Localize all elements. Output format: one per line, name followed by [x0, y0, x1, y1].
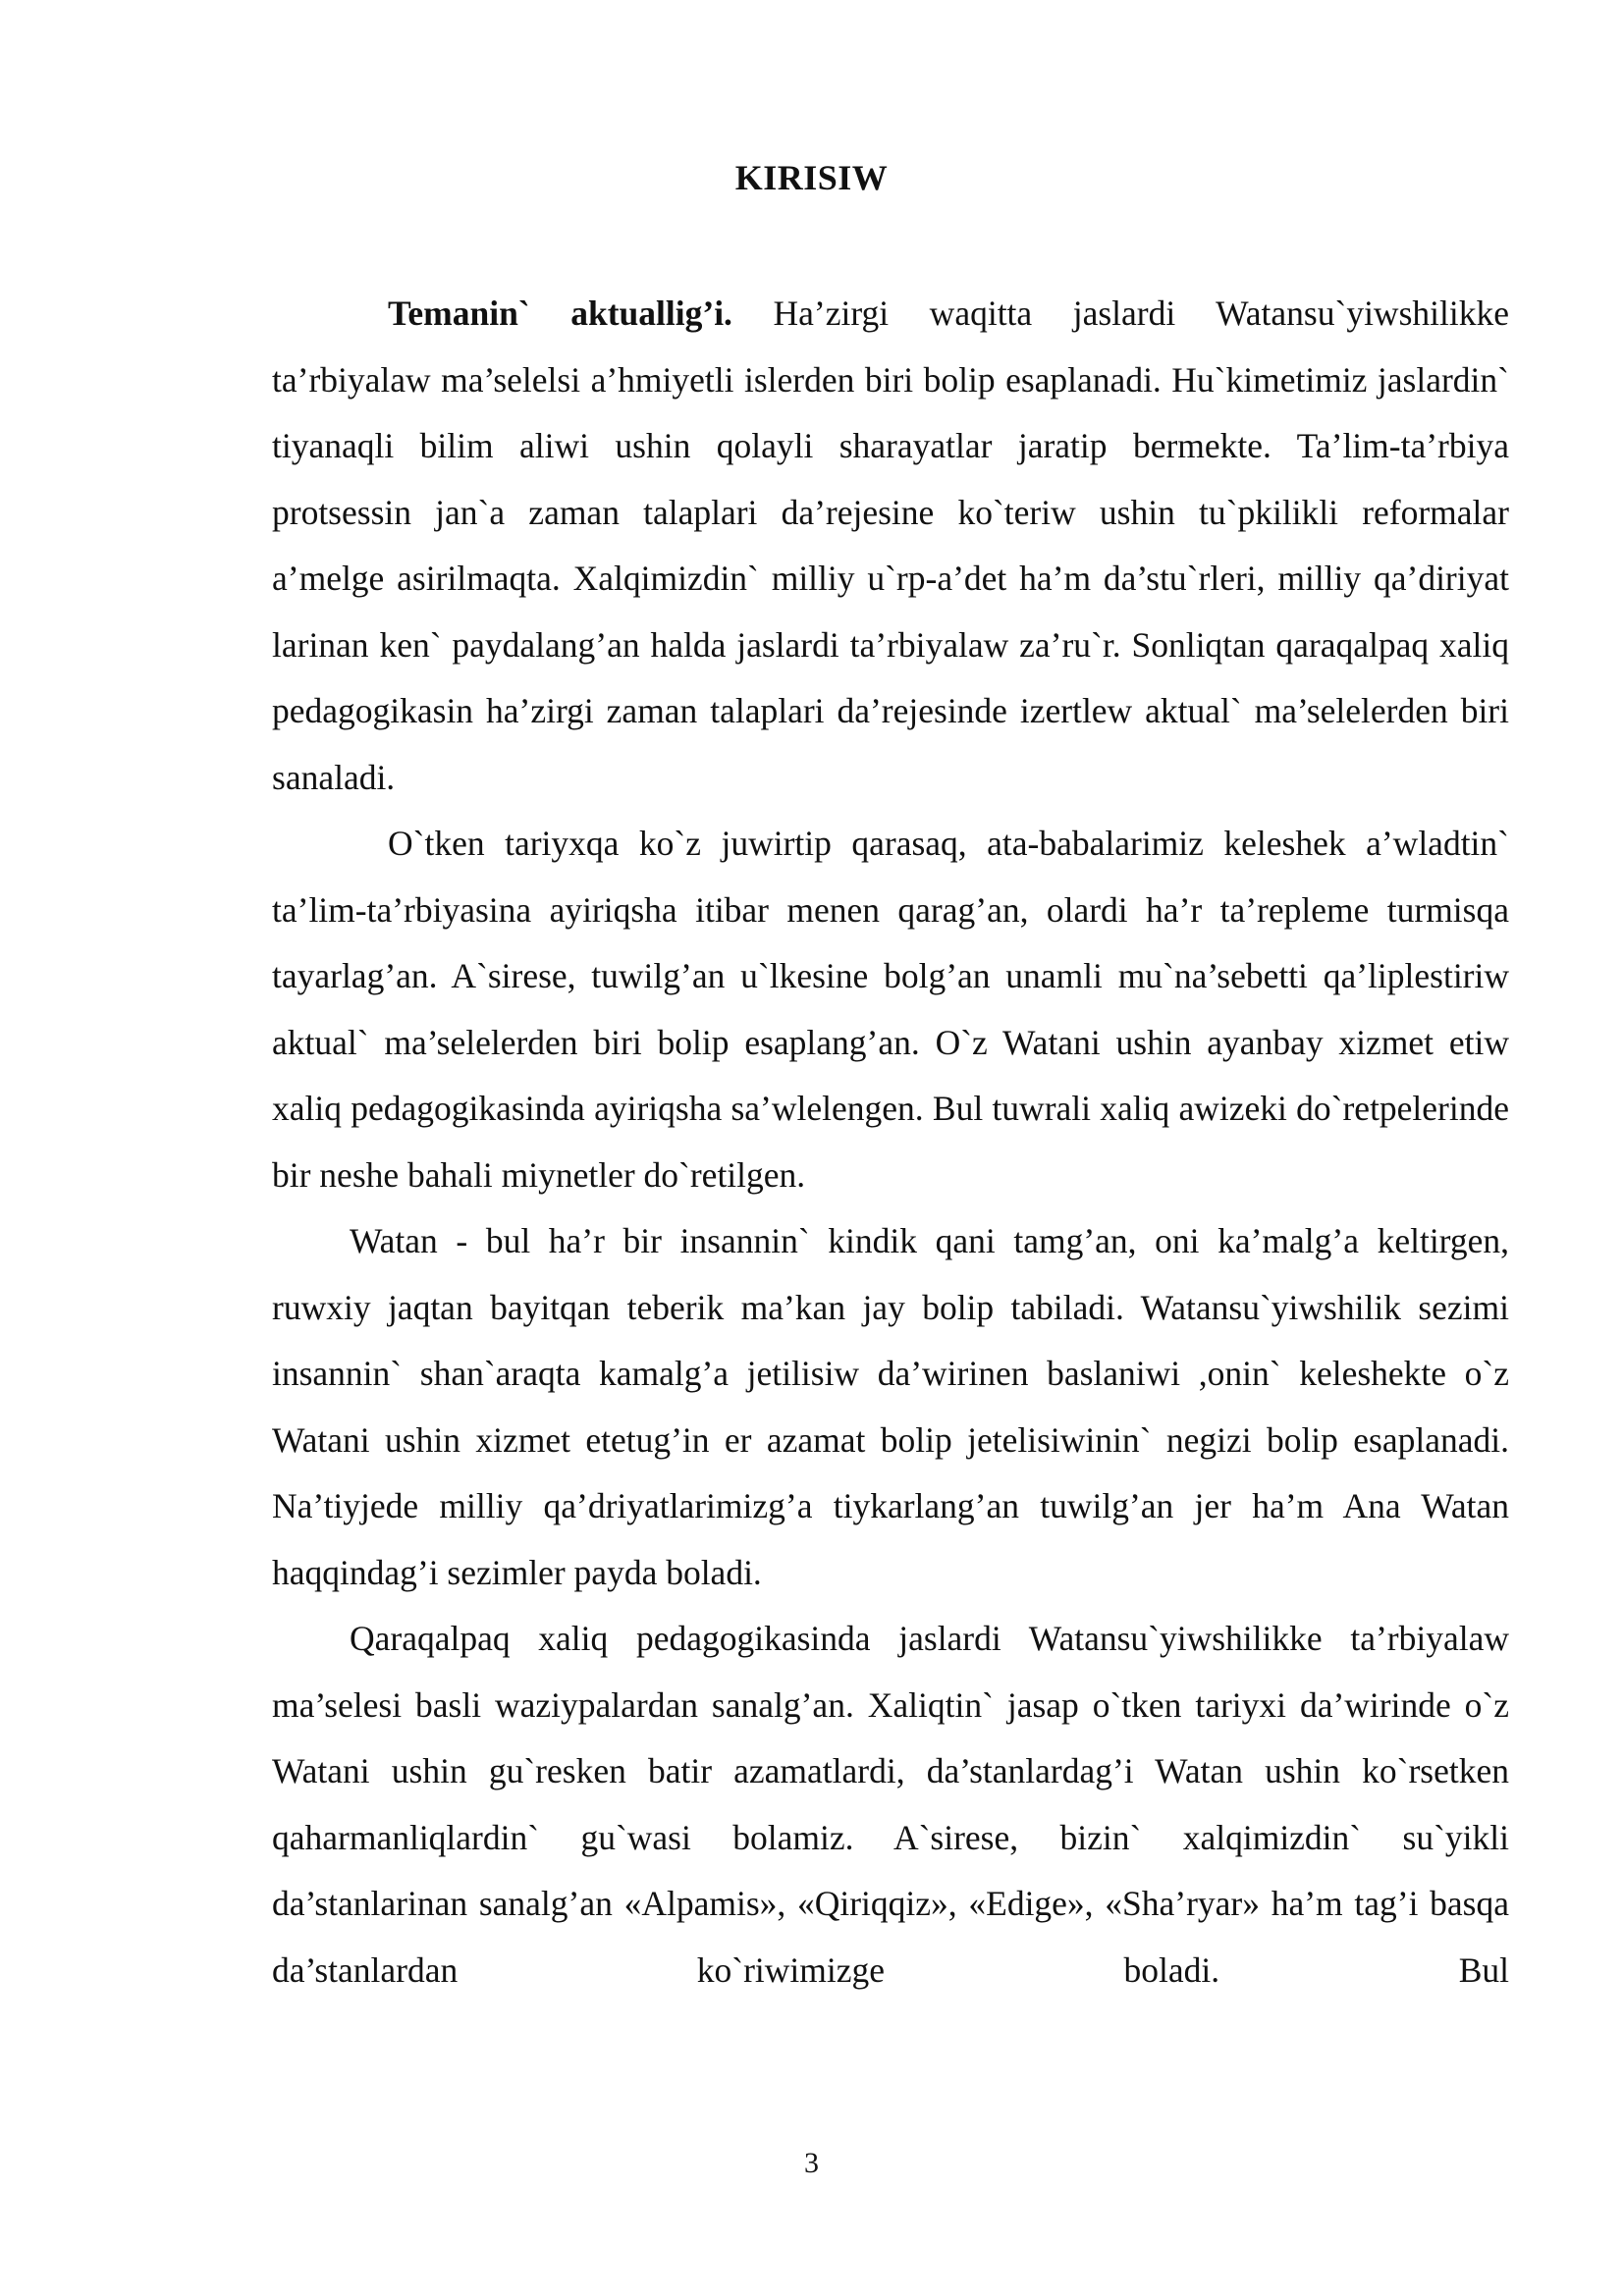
page-number: 3 [804, 2147, 819, 2179]
body-text [272, 281, 1509, 2003]
paragraph-text: Ha’zirgi waqitta jaslardi Watansu`yiwshilikke ta’rbiyalaw ma’selelsi a’hmiyetli islerden biri bolip esaplanadi. Hu`kimetimiz jaslardin` tiyanaqli bilim aliwi ushin qolayli sharayatlar jaratip bermekte. Ta’lim-ta’rbiya protsessin jan`a zaman talaplari da’rejesine ko`teriw ushin tu`pkilikli reformalar a’melge asirilmaqta. Xalqimizdin` milliy u`rp-a’det ha’m da’stu`rleri, milliy qa’diriyat larinan ken` paydalang’an halda jaslardi ta’rbiyalaw za’ru`r. Sonliqtan qaraqalpaq xaliq pedagogikasin ha’zirgi zaman talaplari da’rejesinde izertlew aktual` ma’selelerden biri sanaladi. [272, 294, 1509, 797]
paragraph-topic-relevance [272, 281, 1509, 811]
paragraph-text: Watan - bul ha’r bir insannin` kindik qani tamg’an, oni ka’malg’a keltirgen, ruwxiy jaqtan bayitqan teberik ma’kan jay bolip tabiladi. Watansu`yiwshilik sezimi insannin` shan`araqta kamalg’a jetilisiw da’wirinen baslaniwi ,onin` keleshekte o`z Watani ushin xizmet etetug’in er azamat bolip jetelisiwinin` negizi bolip esaplanadi. Na’tiyjede milliy qa’driyatlarimizg’a tiykarlang’an tuwilg’an jer ha’m Ana Watan haqqindag’i sezimler payda boladi. [272, 1221, 1509, 1592]
paragraph-history [272, 811, 1509, 1208]
paragraph-homeland [272, 1208, 1509, 1606]
page-title: KIRISIW [734, 158, 889, 197]
paragraph-text: O`tken tariyxqa ko`z juwirtip qarasaq, ata-babalarimiz keleshek a’wladtin` ta’lim-ta’rbiyasina ayiriqsha itibar menen qarag’an, olardi ha’r ta’repleme turmisqa tayarlag’an. A`sirese, tuwilg’an u`lkesine bolg’an unamli mu`na’sebetti qa’liplestiriw aktual` ma’selelerden biri bolip esaplang’an. O`z Watani ushin ayanbay xizmet etiw xaliq pedagogikasinda ayiriqsha sa’wlelengen. Bul tuwrali xaliq awizeki do`retpelerinde bir neshe bahali miynetler do`retilgen. [272, 824, 1509, 1195]
paragraph-lead: Temanin` aktuallig’i. [388, 294, 732, 333]
paragraph-folk-pedagogy [272, 1606, 1509, 2003]
paragraph-text: Qaraqalpaq xaliq pedagogikasinda jaslardi Watansu`yiwshilikke ta’rbiyalaw ma’selesi basli waziypalardan sanalg’an. Xaliqtin` jasap o`tken tariyxi da’wirinde o`z Watani ushin gu`resken batir azamatlardi, da’stanlardag’i Watan ushin ko`rsetken qaharmanliqlardin` gu`wasi bolamiz. A`sirese, bizin` xalqimizdin` su`yikli da’stanlarinan sanalg’an «Alpamis», «Qiriqqiz», «Edige», «Sha’ryar» ha’m tag’i basqa da’stanlardan ko`riwimizge boladi. Bul [272, 1619, 1509, 1990]
